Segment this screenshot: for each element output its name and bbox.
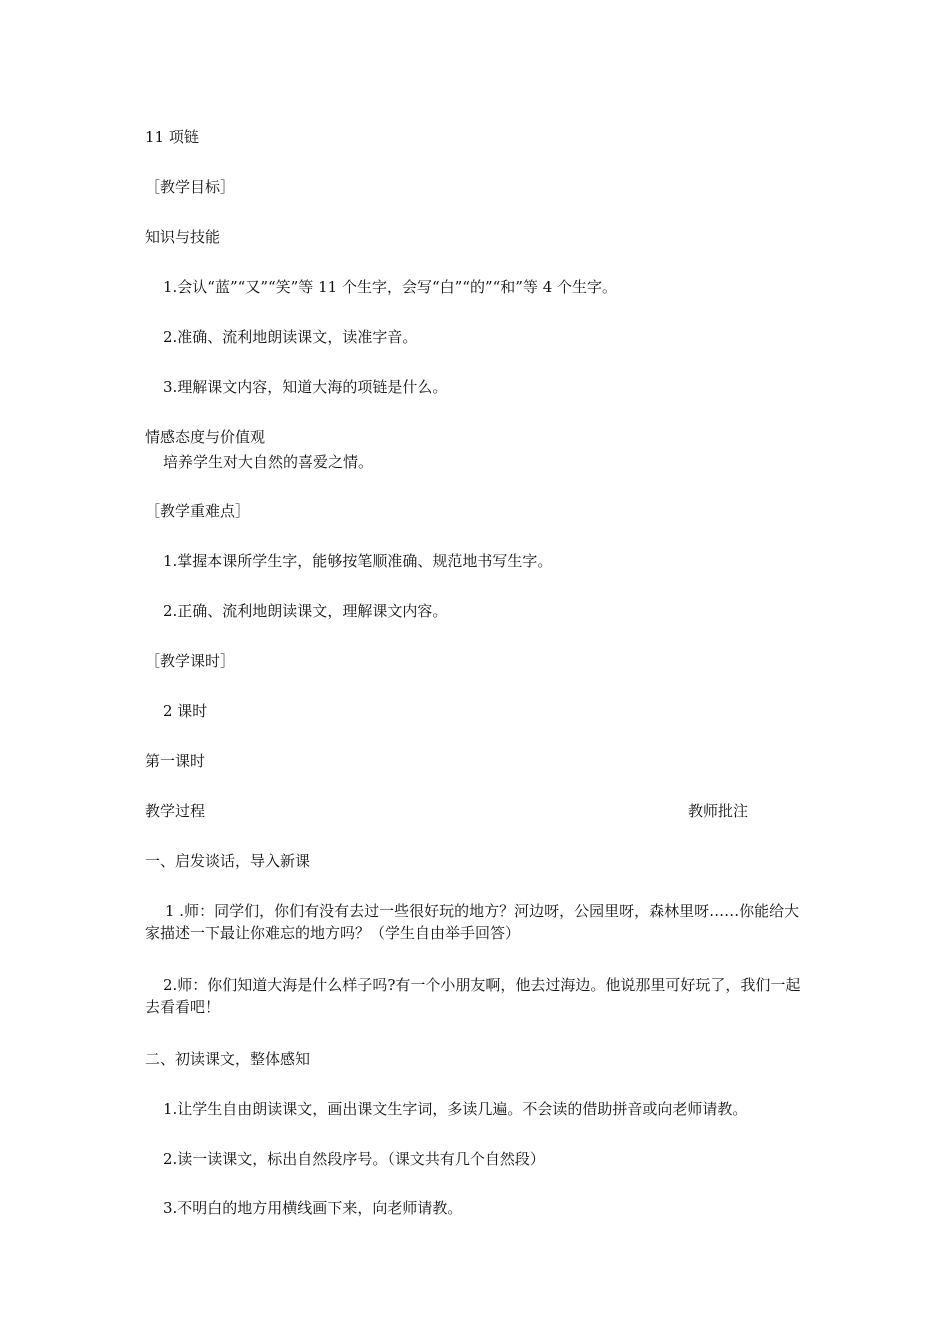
goals-heading: ［教学目标］ [145,178,236,196]
teacher-notes-label: 教师批注 [688,802,749,820]
part2-heading: 二、初读课文，整体感知 [145,1050,311,1068]
emotion-text: 培养学生对大自然的喜爱之情。 [163,453,374,471]
part2-item: 1.让学生自由朗读课文，画出课文生字词，多读几遍。不会读的借助拼音或向老师请教。 [163,1100,748,1118]
part1-item: 1 .师：同学们，你们有没有去过一些很好玩的地方？河边呀，公园里呀，森林里呀……你能给大家描述一下最让你难忘的地方吗？（学生自由举手回答） [145,902,800,942]
knowledge-item: 2.准确、流利地朗读课文，读准字音。 [163,328,418,346]
periods-heading: ［教学课时］ [145,652,236,670]
knowledge-heading: 知识与技能 [145,228,221,246]
knowledge-item: 1.会认“蓝”“又”“笑”等 11 个生字，会写“白”“的”“和”等 4 个生字。 [163,278,618,296]
emotion-heading: 情感态度与价值观 [145,428,266,446]
key-point-item: 2.正确、流利地朗读课文，理解课文内容。 [163,602,448,620]
process-label: 教学过程 [145,802,206,820]
part1-heading: 一、启发谈话，导入新课 [145,852,311,870]
key-points-heading: ［教学重难点］ [145,502,251,520]
periods-text: 2 课时 [163,702,208,720]
part2-item: 2.读一读课文，标出自然段序号。（课文共有几个自然段） [163,1150,545,1168]
part1-item: 2.师：你们知道大海是什么样子吗?有一个小朋友啊，他去过海边。他说那里可好玩了，我们一起去看看吧！ [145,976,801,1016]
part2-item: 3.不明白的地方用横线画下来，向老师请教。 [163,1199,463,1217]
first-period-heading: 第一课时 [145,752,206,770]
lesson-title: 11 项链 [145,128,199,146]
knowledge-item: 3.理解课文内容，知道大海的项链是什么。 [163,378,448,396]
key-point-item: 1.掌握本课所学生字，能够按笔顺准确、规范地书写生字。 [163,552,553,570]
